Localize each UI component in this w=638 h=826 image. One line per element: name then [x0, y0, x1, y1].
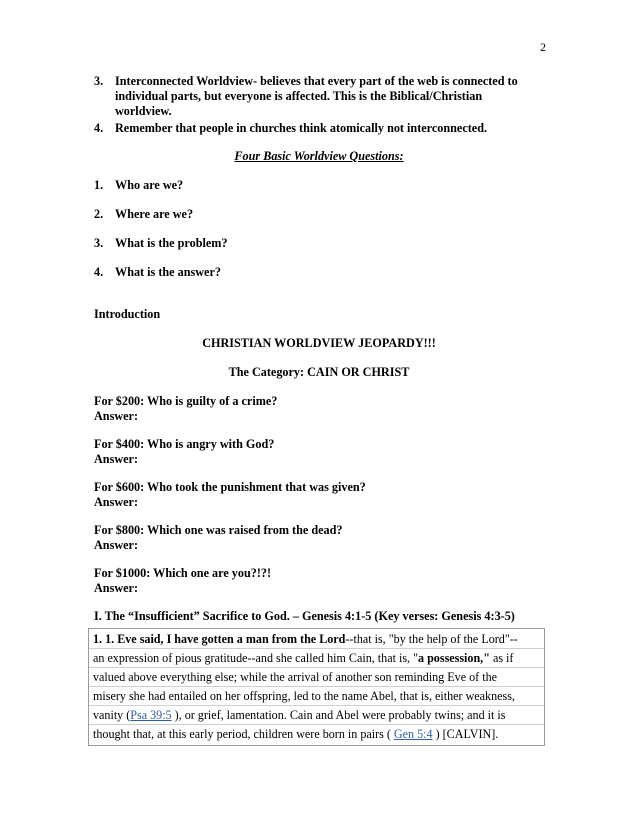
- introduction-heading: Introduction: [94, 307, 161, 321]
- commentary-line: [93, 708, 505, 723]
- row-divider: [89, 705, 544, 706]
- qa-question: For $200: Who is guilty of a crime?: [94, 394, 278, 408]
- qa-answer: Answer:: [94, 538, 139, 552]
- question-number: 3.: [94, 236, 104, 250]
- question-text: What is the answer?: [115, 265, 221, 279]
- qa-answer: Answer:: [94, 452, 139, 466]
- commentary-line: misery she had entailed on her offspring, led to the name Abel, that is, either weakness,: [93, 689, 515, 703]
- commentary-bold-text: a possession,": [418, 651, 490, 665]
- list-item-line: worldview.: [115, 104, 172, 118]
- question-number: 2.: [94, 207, 104, 221]
- qa-item: [94, 523, 343, 553]
- scripture-link[interactable]: Gen 5:4: [393, 727, 433, 741]
- list-item-text: [115, 74, 518, 119]
- row-divider: [89, 724, 544, 725]
- row-divider: [89, 648, 544, 649]
- qa-answer: Answer:: [94, 495, 139, 509]
- commentary-text: ), or grief, lamentation. Cain and Abel were probably twins; and it is: [171, 708, 506, 722]
- questions-title: Four Basic Worldview Questions:: [234, 149, 404, 163]
- list-item-number: 3.: [94, 74, 104, 88]
- commentary-text: an expression of pious gratitude--and she called him Cain, that is, ": [93, 651, 419, 665]
- commentary-text: vanity (: [93, 708, 131, 722]
- section-heading: I. The “Insufficient” Sacrifice to God. – Genesis 4:1-5 (Key verses: Genesis 4:3-5): [94, 609, 515, 623]
- list-item-line: Remember that people in churches think atomically not interconnected.: [115, 121, 488, 135]
- qa-question: For $400: Who is angry with God?: [94, 437, 275, 451]
- qa-answer: Answer:: [94, 581, 139, 595]
- qa-item: [94, 394, 277, 424]
- commentary-box: [88, 628, 545, 746]
- question-number: 1.: [94, 178, 104, 192]
- page-number: 2: [540, 40, 546, 54]
- list-item-number: 4.: [94, 121, 104, 135]
- qa-item: [94, 437, 274, 467]
- scripture-link[interactable]: Psa 39:5: [130, 708, 172, 722]
- list-item-line: individual parts, but everyone is affected. This is the Biblical/Christian: [115, 89, 483, 103]
- jeopardy-title: CHRISTIAN WORLDVIEW JEOPARDY!!!: [202, 336, 436, 350]
- question-text: What is the problem?: [115, 236, 228, 250]
- commentary-line: [93, 727, 498, 742]
- question-text: Who are we?: [115, 178, 184, 192]
- qa-question: For $800: Which one was raised from the dead?: [94, 523, 343, 537]
- commentary-bold-text: 1. 1. Eve said, I have gotten a man from the Lord: [93, 632, 346, 646]
- list-item-line: Interconnected Worldview- believes that every part of the web is connected to: [115, 74, 518, 88]
- row-divider: [89, 667, 544, 668]
- qa-item: [94, 566, 271, 596]
- qa-answer: Answer:: [94, 409, 139, 423]
- commentary-line: [93, 651, 513, 666]
- commentary-text: ) [CALVIN].: [432, 727, 499, 741]
- row-divider: [89, 686, 544, 687]
- commentary-line: valued above everything else; while the arrival of another son reminding Eve of the: [93, 670, 497, 684]
- commentary-line: [93, 632, 518, 647]
- category-line: The Category: CAIN OR CHRIST: [228, 365, 410, 379]
- commentary-text: --that is, "by the help of the Lord"--: [345, 632, 518, 646]
- question-number: 4.: [94, 265, 104, 279]
- qa-question: For $600: Who took the punishment that was given?: [94, 480, 366, 494]
- question-text: Where are we?: [115, 207, 194, 221]
- commentary-text: thought that, at this early period, children were born in pairs (: [93, 727, 394, 741]
- qa-item: [94, 480, 366, 510]
- commentary-text: as if: [489, 651, 514, 665]
- qa-question: For $1000: Which one are you?!?!: [94, 566, 272, 580]
